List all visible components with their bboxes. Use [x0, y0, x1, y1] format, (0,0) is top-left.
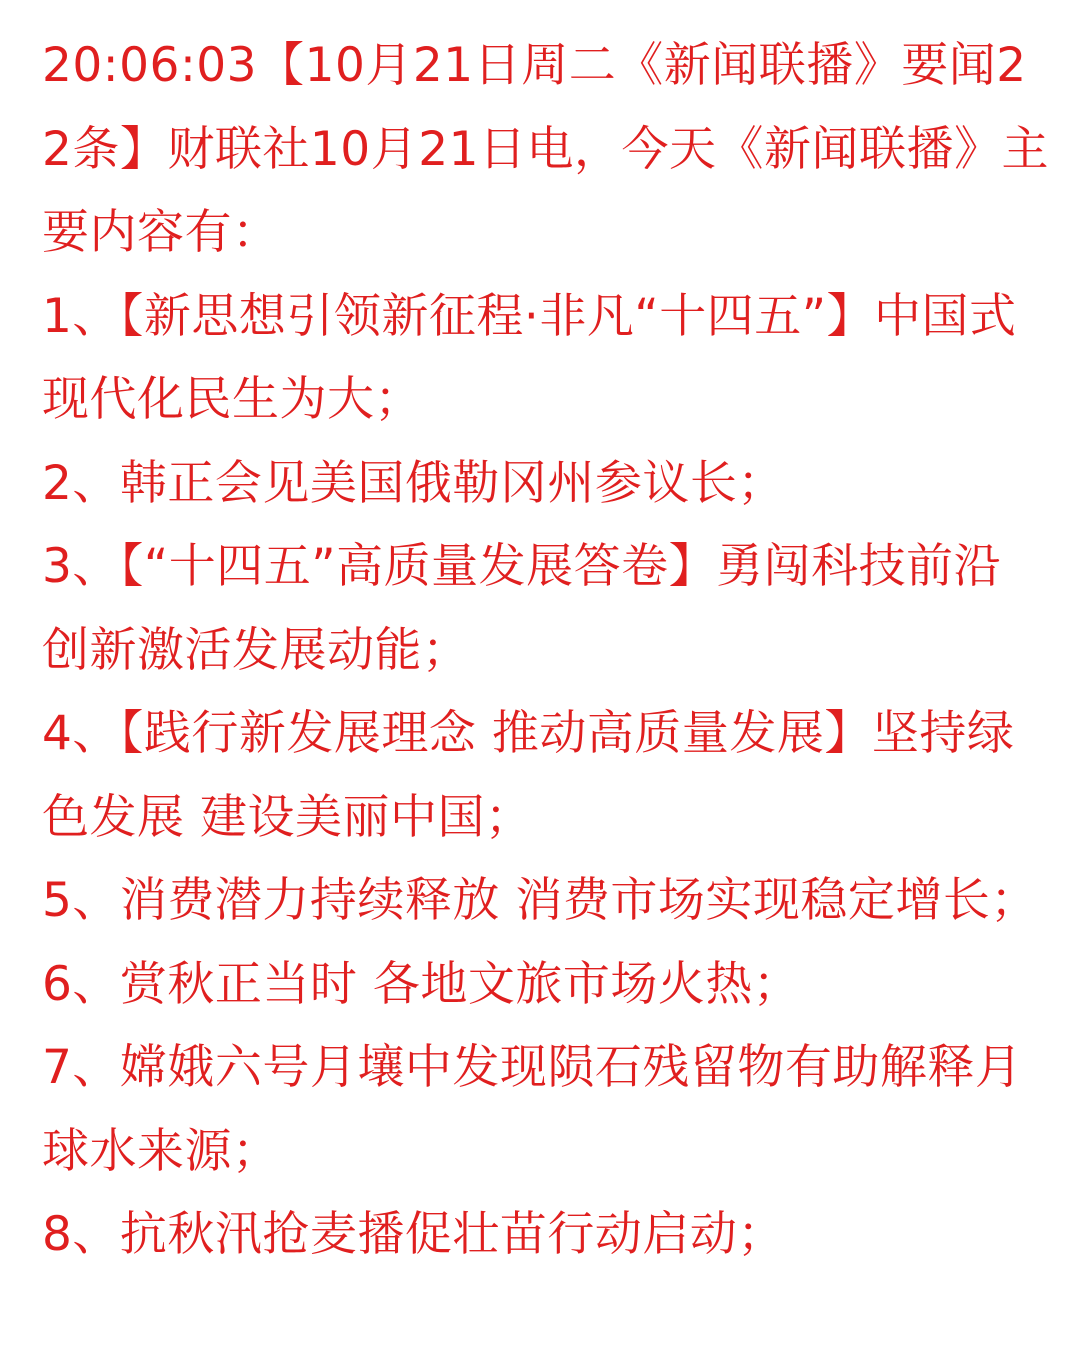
news-item-3: 3、【“十四五”高质量发展答卷】勇闯科技前沿 创新激活发展动能；: [42, 539, 1002, 678]
news-item-4: 4、【践行新发展理念 推动高质量发展】坚持绿色发展 建设美丽中国；: [42, 706, 1015, 845]
news-item-5: 5、消费潜力持续释放 消费市场实现稳定增长；: [42, 873, 1038, 928]
news-item-7: 7、嫦娥六号月壤中发现陨石残留物有助解释月球水来源；: [42, 1040, 1023, 1179]
news-item-8: 8、抗秋汛抢麦播促壮苗行动启动；: [42, 1207, 785, 1262]
news-lead: 20:06:03【10月21日周二《新闻联播》要闻22条】财联社10月21日电，今天《新闻联播》主要内容有：: [42, 38, 1050, 260]
news-item-6: 6、赏秋正当时 各地文旅市场火热；: [42, 956, 801, 1012]
news-item-1: 1、【新思想引领新征程·非凡“十四五”】中国式现代化民生为大；: [42, 288, 1017, 427]
news-item-2: 2、韩正会见美国俄勒冈州参议长；: [42, 455, 785, 511]
